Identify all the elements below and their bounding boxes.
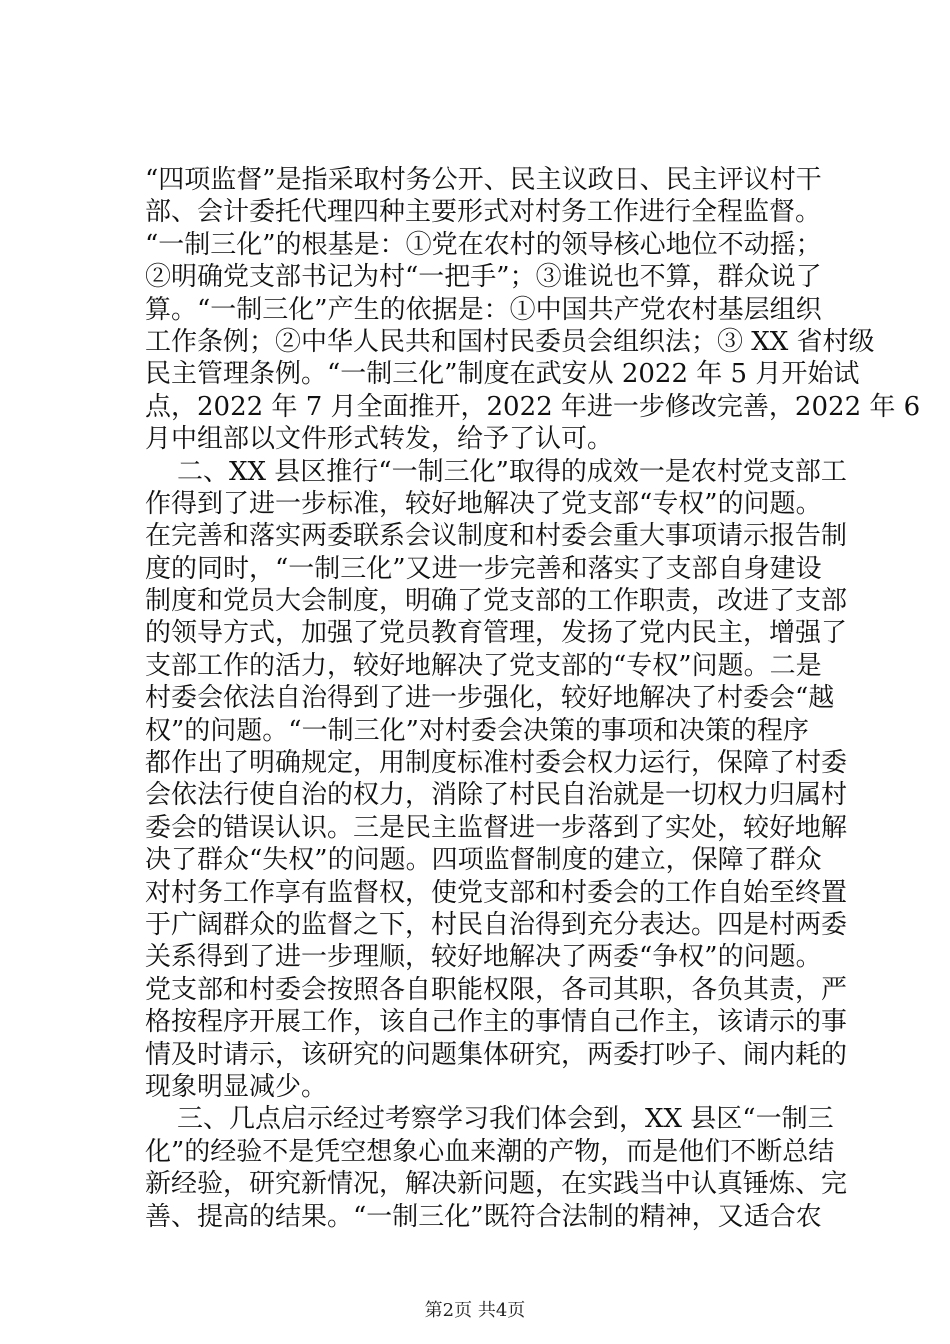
text-line: 工作条例；②中华人民共和国村民委员会组织法；③ XX 省村级 bbox=[145, 326, 875, 357]
text-line: 算。“一制三化”产生的依据是：①中国共产党农村基层组织 bbox=[145, 294, 822, 325]
text-line: 村委会依法自治得到了进一步强化，较好地解决了村委会“越 bbox=[145, 683, 835, 714]
text-line: 的领导方式，加强了党员教育管理，发扬了党内民主，增强了 bbox=[145, 618, 848, 649]
text-line: ②明确党支部书记为村“一把手”；③谁说也不算，群众说了 bbox=[145, 262, 822, 293]
text-line: 关系得到了进一步理顺，较好地解决了两委“争权”的问题。 bbox=[145, 942, 822, 973]
text-line: 都作出了明确规定，用制度标准村委会权力运行，保障了村委 bbox=[145, 748, 848, 779]
text-line: 制度和党员大会制度，明确了党支部的工作职责，改进了支部 bbox=[145, 586, 848, 617]
text-line: 新经验，研究新情况，解决新问题，在实践当中认真锤炼、完 bbox=[145, 1169, 848, 1200]
text-line: 民主管理条例。“一制三化”制度在武安从 2022 年 5 月开始试 bbox=[145, 359, 860, 390]
text-line: 现象明显减少。 bbox=[145, 1071, 328, 1102]
text-line: 权”的问题。“一制三化”对村委会决策的事项和决策的程序 bbox=[145, 715, 809, 746]
paragraph bbox=[145, 1103, 848, 1233]
text-line: 对村务工作享有监督权，使党支部和村委会的工作自始至终置 bbox=[145, 877, 848, 908]
text-line: 格按程序开展工作，该自己作主的事情自己作主，该请示的事 bbox=[145, 1007, 848, 1038]
text-line: 作得到了进一步标准，较好地解决了党支部“专权”的问题。 bbox=[145, 488, 822, 519]
text-line: 会依法行使自治的权力，消除了村民自治就是一切权力归属村 bbox=[145, 780, 848, 811]
text-line: 党支部和村委会按照各自职能权限，各司其职，各负其责，严 bbox=[145, 974, 848, 1005]
text-line: 化”的经验不是凭空想象心血来潮的产物，而是他们不断总结 bbox=[145, 1136, 835, 1167]
text-line: 善、提高的结果。“一制三化”既符合法制的精神，又适合农 bbox=[145, 1201, 822, 1232]
text-line: 度的同时，“一制三化”又进一步完善和落实了支部自身建设 bbox=[145, 553, 822, 584]
paragraph bbox=[145, 164, 921, 456]
paragraph bbox=[145, 456, 848, 1104]
text-line: 部、会计委托代理四种主要形式对村务工作进行全程监督。 bbox=[145, 197, 822, 228]
text-line: 月中组部以文件形式转发，给予了认可。 bbox=[145, 424, 614, 455]
text-line: 支部工作的活力，较好地解决了党支部的“专权”问题。二是 bbox=[145, 650, 822, 681]
text-line: “一制三化”的根基是：①党在农村的领导核心地位不动摇； bbox=[145, 229, 822, 260]
page-footer: 第2页 共4页 bbox=[424, 1300, 526, 1321]
text-line: 在完善和落实两委联系会议制度和村委会重大事项请示报告制 bbox=[145, 521, 848, 552]
text-line: 情及时请示，该研究的问题集体研究，两委打吵子、闹内耗的 bbox=[145, 1039, 848, 1070]
text-line: 委会的错误认识。三是民主监督进一步落到了实处，较好地解 bbox=[145, 812, 848, 843]
text-line: “四项监督”是指采取村务公开、民主议政日、民主评议村干 bbox=[145, 165, 822, 195]
text-line: 二、XX 县区推行“一制三化”取得的成效一是农村党支部工 bbox=[177, 456, 847, 487]
text-line: 决了群众“失权”的问题。四项监督制度的建立，保障了群众 bbox=[145, 845, 822, 876]
text-line: 三、几点启示经过考察学习我们体会到，XX 县区“一制三 bbox=[177, 1104, 834, 1135]
text-line: 点，2022 年 7 月全面推开，2022 年进一步修改完善，2022 年 6 bbox=[145, 391, 921, 422]
document-body bbox=[145, 164, 921, 1233]
text-line: 于广阔群众的监督之下，村民自治得到充分表达。四是村两委 bbox=[145, 909, 848, 940]
